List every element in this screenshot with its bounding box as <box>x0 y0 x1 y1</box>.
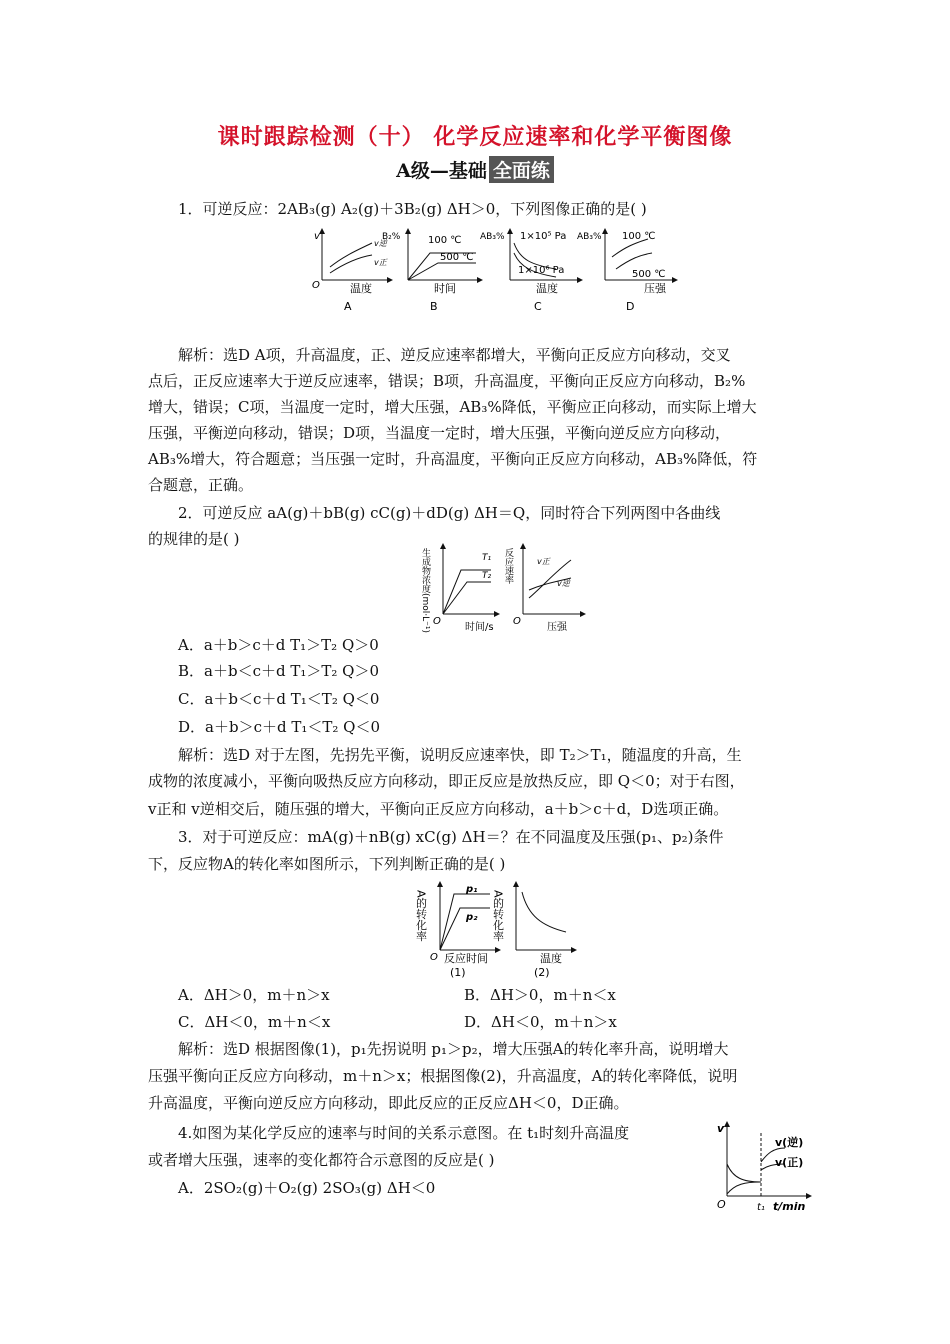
level-badge: 全面练 <box>489 156 554 183</box>
q2-right-figure <box>503 546 583 633</box>
q4-s1: v(逆) <box>775 1136 804 1149</box>
q1-fig-c <box>480 231 580 313</box>
q3-option-b: B．ΔH＞0，m＋n＜x <box>464 986 616 1004</box>
q2-left-s1: T₁ <box>482 553 492 563</box>
q3-analysis-2: 压强平衡向正反应方向移动，m＋n＞x；根据图像(2)，升高温度，A的转化率降低，说明 <box>148 1067 738 1085</box>
q1-d-xlabel: 压强 <box>644 282 666 295</box>
q1-fig-d <box>577 231 675 313</box>
q2-left-s2: T₂ <box>482 571 492 581</box>
q2-stem-2: 的规律的是( ) <box>148 530 240 548</box>
q1-stem: 1．可逆反应：2AB₃(g) A₂(g)＋3B₂(g) ΔH＞0，下列图像正确的是( ) <box>178 200 647 218</box>
level-label: A级—基础 <box>396 160 487 182</box>
q3-analysis-1: 解析：选D 根据图像(1)，p₁先拐说明 p₁＞p₂，增大压强A的转化率升高，说明增大 <box>178 1040 729 1058</box>
q3-fig1-origin: O <box>430 952 438 963</box>
q1-c-caption: C <box>534 300 542 313</box>
q4-xlabel: t/min <box>773 1200 806 1213</box>
q3-fig1-xlabel: 反应时间 <box>444 952 488 965</box>
q1-analysis-4: 压强，平衡逆向移动，错误；D项，当温度一定时，增大压强，平衡向逆反应方向移动， <box>148 424 731 442</box>
q2-option-d: D．a＋b＞c＋d T₁＜T₂ Q＜0 <box>178 718 380 736</box>
q1-d-ylabel: AB₃% <box>577 232 602 242</box>
q1-a-xlabel: 温度 <box>350 282 372 295</box>
q1-b-ylabel: B₂% <box>382 232 401 242</box>
q4-stem-2: 或者增大压强，速率的变化都符合示意图的反应是( ) <box>148 1151 495 1169</box>
q4-origin: O <box>717 1198 726 1211</box>
q3-fig2 <box>492 884 575 979</box>
q2-analysis-3: v正和 v逆相交后，随压强的增大，平衡向正反应方向移动，a＋b＞c＋d，D选项正确。 <box>148 800 729 818</box>
q2-right-s2: v逆 <box>557 579 570 588</box>
q1-c-s2: 1×10⁶ Pa <box>518 265 565 276</box>
q1-analysis-6: 合题意，正确。 <box>148 476 254 494</box>
q3-fig1-s2: p₂ <box>466 912 478 923</box>
q2-option-c: C．a＋b＜c＋d T₁＜T₂ Q＜0 <box>178 690 380 708</box>
q3-option-d: D．ΔH＜0，m＋n＞x <box>464 1013 617 1031</box>
q1-b-s1: 100 ℃ <box>428 235 462 246</box>
q2-option-a: A．a＋b＞c＋d T₁＞T₂ Q＞0 <box>178 636 379 654</box>
q1-b-caption: B <box>430 300 438 313</box>
q1-analysis-3: 增大，错误；C项，当温度一定时，增大压强，AB₃%降低，平衡应正向移动，而实际上增大 <box>148 398 757 416</box>
q1-figures <box>300 225 695 320</box>
q3-fig1-caption: (1) <box>450 966 466 979</box>
q4-s2: v(正) <box>775 1156 804 1169</box>
q1-d-caption: D <box>626 300 635 313</box>
q2-right-s1: v正 <box>537 557 550 566</box>
q1-fig-a <box>312 231 390 313</box>
q3-fig2-ylabel: A的转化率 <box>491 890 505 942</box>
q2-stem-1: 2．可逆反应 aA(g)＋bB(g) cC(g)＋dD(g) ΔH＝Q，同时符合下列两图中各曲线 <box>178 504 721 522</box>
q3-fig1-ylabel: A的转化率 <box>414 890 428 942</box>
q1-d-s2: 500 ℃ <box>632 269 666 280</box>
q3-fig2-caption: (2) <box>534 966 550 979</box>
q1-d-s1: 100 ℃ <box>622 231 656 242</box>
q1-a-s1: v逆 <box>374 239 387 248</box>
q4-tick: t₁ <box>757 1202 765 1213</box>
q3-option-c: C．ΔH＜0，m＋n＜x <box>178 1013 331 1031</box>
q1-a-caption: A <box>344 300 352 313</box>
q3-option-a: A．ΔH＞0，m＋n＞x <box>178 986 330 1004</box>
q4-stem-1: 4.如图为某化学反应的速率与时间的关系示意图。在 t₁时刻升高温度 <box>178 1124 630 1142</box>
q1-fig-b <box>382 231 480 313</box>
q1-c-ylabel: AB₃% <box>480 232 505 242</box>
q2-left-origin: O <box>433 616 441 627</box>
q1-a-ylabel: v <box>314 231 320 242</box>
q3-fig1 <box>415 884 499 979</box>
q2-figures <box>405 542 590 634</box>
q1-analysis-5: AB₃%增大，符合题意；当压强一定时，升高温度，平衡向正反应方向移动，AB₃%降低，符 <box>148 450 758 468</box>
q1-b-xlabel: 时间 <box>434 282 456 295</box>
q1-analysis-1: 解析：选D A项，升高温度，正、逆反应速率都增大，平衡向正反应方向移动，交叉 <box>178 346 731 364</box>
q1-c-xlabel: 温度 <box>536 282 558 295</box>
q3-analysis-3: 升高温度，平衡向逆反应方向移动，即此反应的正反应ΔH＜0，D正确。 <box>148 1094 629 1112</box>
q4-figure <box>705 1118 817 1214</box>
q4-ylabel: v <box>717 1122 725 1135</box>
q2-analysis-2: 成物的浓度减小，平衡向吸热反应方向移动，即正反应是放热反应，即 Q＜0；对于右图， <box>148 772 745 790</box>
level-heading <box>0 156 950 183</box>
q3-fig2-xlabel: 温度 <box>540 952 562 965</box>
q1-a-s2: v正 <box>374 258 387 267</box>
q2-left-xlabel: 时间/s <box>465 622 494 633</box>
q3-figures <box>414 880 578 980</box>
q2-left-figure <box>420 546 497 633</box>
q2-right-origin: O <box>513 616 521 627</box>
q1-b-s2: 500 ℃ <box>440 252 474 263</box>
q3-stem-1: 3．对于可逆反应：mA(g)＋nB(g) xC(g) ΔH＝？在不同温度及压强(p₁、p₂)条件 <box>178 828 724 846</box>
q1-a-origin: O <box>312 280 320 291</box>
q3-stem-2: 下，反应物A的转化率如图所示，下列判断正确的是( ) <box>148 855 506 873</box>
q1-c-s1: 1×10⁵ Pa <box>520 231 567 242</box>
q2-left-ylabel: 生成物浓度(mol·L⁻¹) <box>420 548 430 634</box>
q2-option-b: B．a＋b＜c＋d T₁＞T₂ Q＞0 <box>178 662 379 680</box>
q3-fig1-s1: p₁ <box>466 884 478 895</box>
q2-analysis-1: 解析：选D 对于左图，先拐先平衡，说明反应速率快，即 T₂＞T₁，随温度的升高，生 <box>178 746 742 764</box>
q4-option-a: A．2SO₂(g)＋O₂(g) 2SO₃(g) ΔH＜0 <box>178 1179 436 1197</box>
page-title: 课时跟踪检测（十） 化学反应速率和化学平衡图像 <box>217 125 733 150</box>
q2-right-ylabel: 反应速率 <box>503 548 513 584</box>
q2-right-xlabel: 压强 <box>547 622 567 633</box>
q1-analysis-2: 点后，正反应速率大于逆反应速率，错误；B项，升高温度，平衡向正反应方向移动，B₂% <box>148 372 746 390</box>
